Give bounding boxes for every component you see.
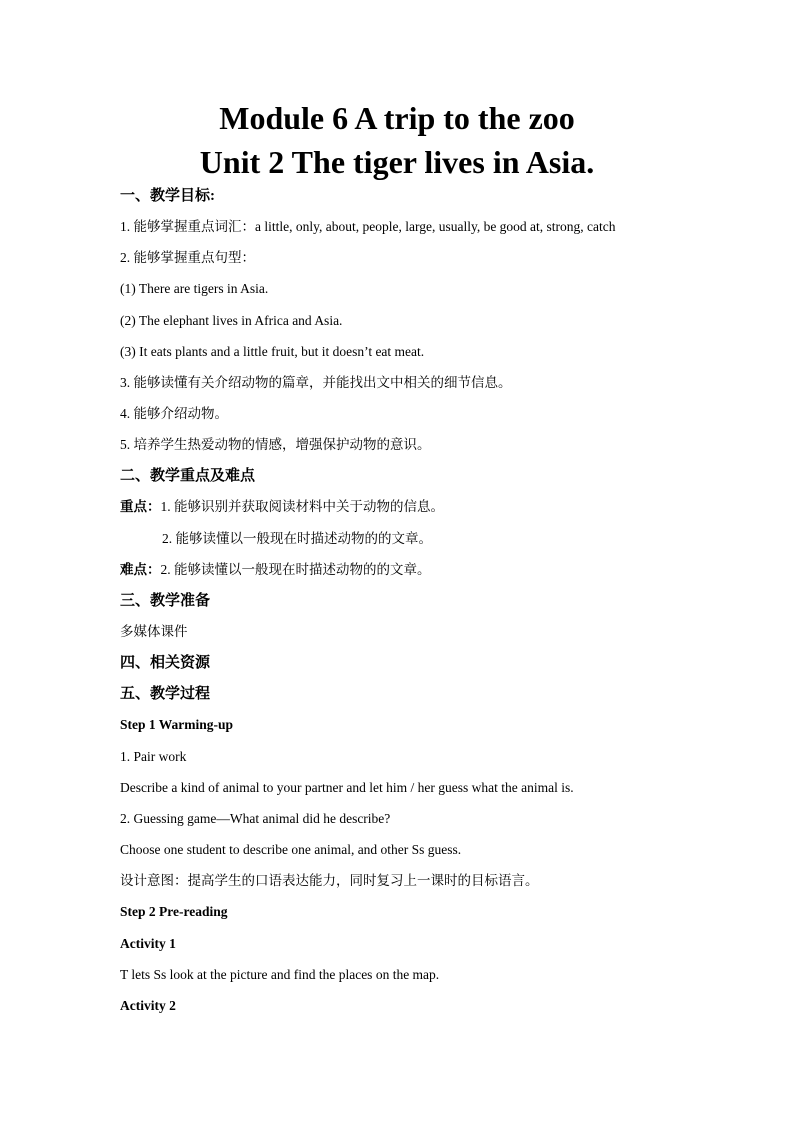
objective-item-5: 5. 培养学生热爱动物的情感，增强保护动物的意识。 <box>120 437 431 452</box>
key-point-label: 重点： <box>120 499 161 514</box>
sentence-pattern-1: (1) There are tigers in Asia. <box>120 281 269 296</box>
sentence-pattern-2: (2) The elephant lives in Africa and Asia. <box>120 313 343 328</box>
section-heading-preparation: 三、教学准备 <box>120 593 211 609</box>
activity-1-title: Activity 1 <box>120 936 176 951</box>
key-point-1: 1. 能够识别并获取阅读材料中关于动物的信息。 <box>160 499 444 514</box>
section-heading-objectives: 一、教学目标: <box>120 188 215 204</box>
step-2-title: Step 2 Pre-reading <box>120 904 228 919</box>
difficult-point-label: 难点： <box>120 562 161 577</box>
sentence-pattern-3: (3) It eats plants and a little fruit, but it doesn’t eat meat. <box>120 344 425 359</box>
key-point-row-1 <box>120 497 444 517</box>
objective-item-2: 2. 能够掌握重点句型： <box>120 250 255 265</box>
objective-item-3: 3. 能够读懂有关介绍动物的篇章，并能找出文中相关的细节信息。 <box>120 375 512 390</box>
activity-1-description: T lets Ss look at the picture and find the places on the map. <box>120 967 440 982</box>
activity-2-title: Activity 2 <box>120 998 176 1013</box>
preparation-content: 多媒体课件 <box>120 624 188 639</box>
pair-work-title: 1. Pair work <box>120 749 187 764</box>
document-title-module: Module 6 A trip to the zoo <box>219 100 575 136</box>
objective-item-4: 4. 能够介绍动物。 <box>120 406 228 421</box>
section-heading-resources: 四、相关资源 <box>120 655 211 671</box>
step-1-title: Step 1 Warming-up <box>120 717 234 732</box>
objective-item-1: 1. 能够掌握重点词汇：a little, only, about, people, large, usually, be good at, strong, catch <box>120 219 616 234</box>
section-heading-key-points: 二、教学重点及难点 <box>120 468 256 484</box>
pair-work-description: Describe a kind of animal to your partner and let him / her guess what the animal is. <box>120 780 574 795</box>
design-intent: 设计意图：提高学生的口语表达能力，同时复习上一课时的目标语言。 <box>120 873 539 888</box>
section-heading-process: 五、教学过程 <box>120 686 211 702</box>
key-point-2: 2. 能够读懂以一般现在时描述动物的的文章。 <box>162 531 432 546</box>
difficult-point: 2. 能够读懂以一般现在时描述动物的的文章。 <box>160 562 431 577</box>
guessing-game-title: 2. Guessing game—What animal did he describe? <box>120 811 391 826</box>
guessing-game-description: Choose one student to describe one animal, and other Ss guess. <box>120 842 462 857</box>
difficult-point-row <box>120 560 431 580</box>
document-title-unit: Unit 2 The tiger lives in Asia. <box>199 144 595 180</box>
